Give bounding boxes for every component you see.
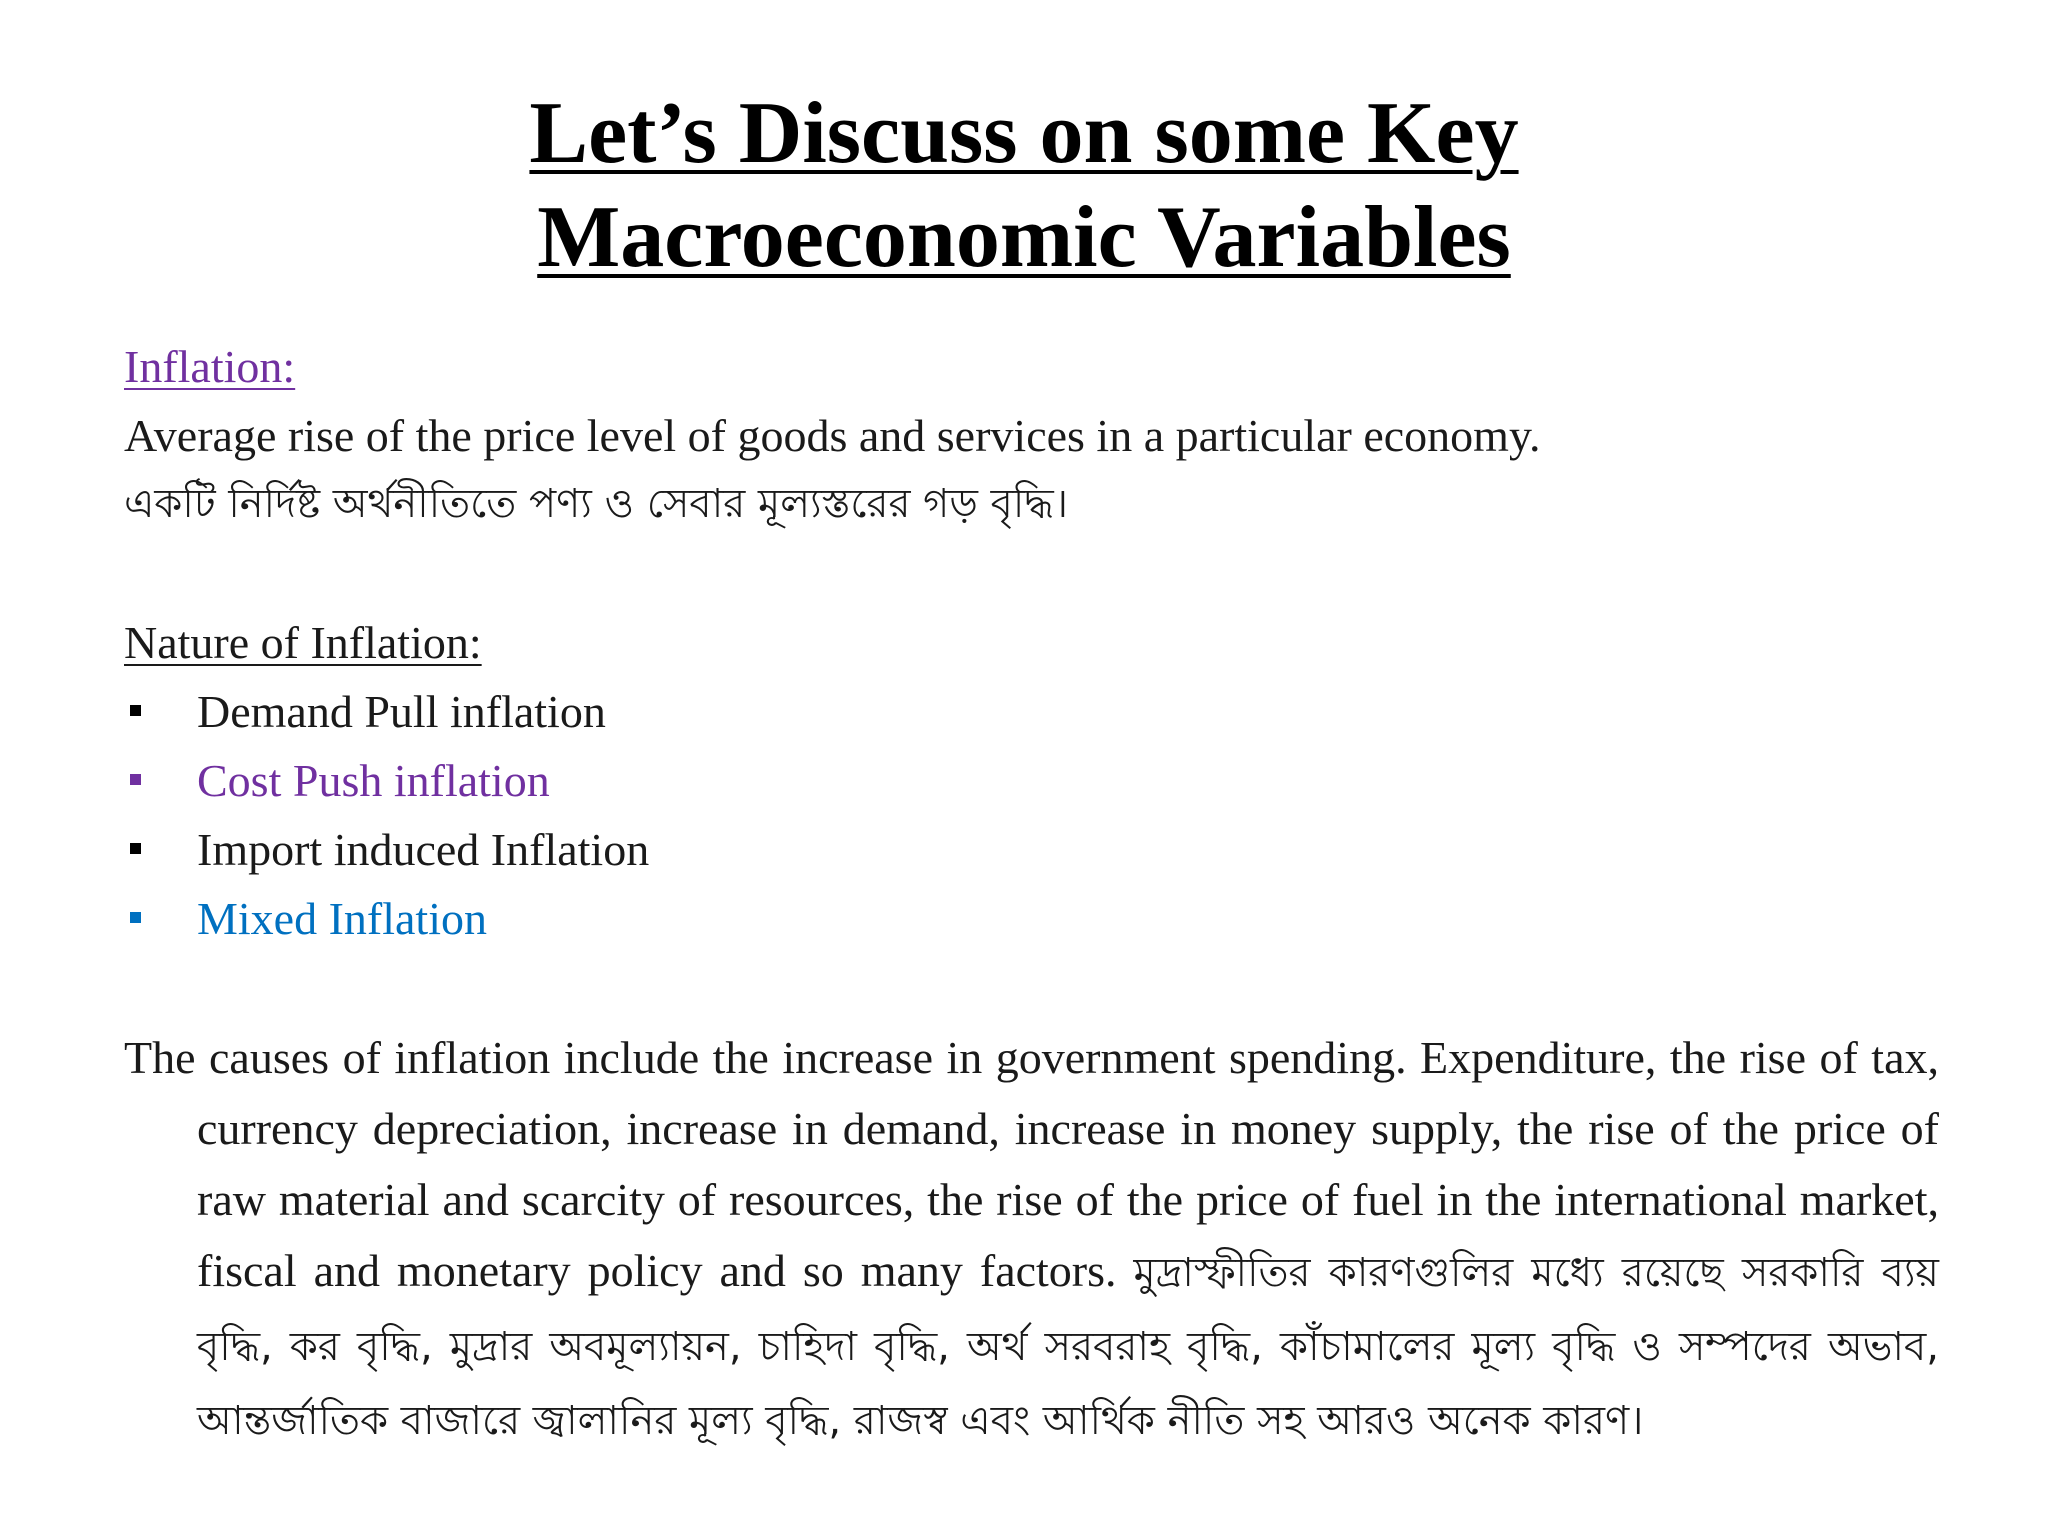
list-item <box>124 884 1939 953</box>
square-bullet-icon <box>130 774 141 785</box>
list-item-label: Mixed Inflation <box>197 893 487 944</box>
causes-text-bn: মুদ্রাস্ফীতির কারণগুলির মধ্যে রয়েছে সরকারি ব্যয় বৃদ্ধি, কর বৃদ্ধি, মুদ্রার অবমূল্যায়ন, চাহিদা বৃদ্ধি, অর্থ সরবরাহ বৃদ্ধি, কাঁচামালের মূল্য বৃদ্ধি ও সম্পদের অভাব, আন্তর্জাতিক বাজারে জ্বালানির মূল্য বৃদ্ধি, রাজস্ব এবং আর্থিক নীতি সহ আরও অনেক কারণ। <box>197 1250 1939 1444</box>
spacer <box>124 539 1939 608</box>
list-item-label: Import induced Inflation <box>197 824 650 875</box>
nature-heading: Nature of Inflation: <box>124 617 482 668</box>
title-line-1: Let’s Discuss on some Key <box>529 85 1519 182</box>
list-item <box>124 815 1939 884</box>
square-bullet-icon <box>130 705 141 716</box>
list-item-label: Cost Push inflation <box>197 755 550 806</box>
inflation-definition-en: Average rise of the price level of goods and services in a particular economy. <box>124 410 1541 461</box>
inflation-heading: Inflation: <box>124 341 296 392</box>
list-item <box>124 746 1939 815</box>
square-bullet-icon <box>130 843 141 854</box>
inflation-definition-bn: একটি নির্দিষ্ট অর্থনীতিতে পণ্য ও সেবার মূল্যস্তরের গড় বৃদ্ধি। <box>124 481 1069 527</box>
square-bullet-icon <box>130 912 141 923</box>
slide-title <box>0 82 2048 290</box>
list-item <box>124 677 1939 746</box>
causes-text-en: The causes of inflation include the increase in government spending. Expenditure, the rise of tax, currency depreciation, increase in demand, increase in money supply, the rise of the price of raw material and scarcity of resources, the rise of the price of fuel in the international market, fiscal and monetary policy and so many factors. <box>124 1032 1939 1296</box>
slide-content <box>124 332 1939 1457</box>
causes-paragraph <box>124 1022 1939 1457</box>
title-line-2: Macroeconomic Variables <box>537 189 1511 286</box>
list-item-label: Demand Pull inflation <box>197 686 606 737</box>
nature-list <box>124 677 1939 953</box>
